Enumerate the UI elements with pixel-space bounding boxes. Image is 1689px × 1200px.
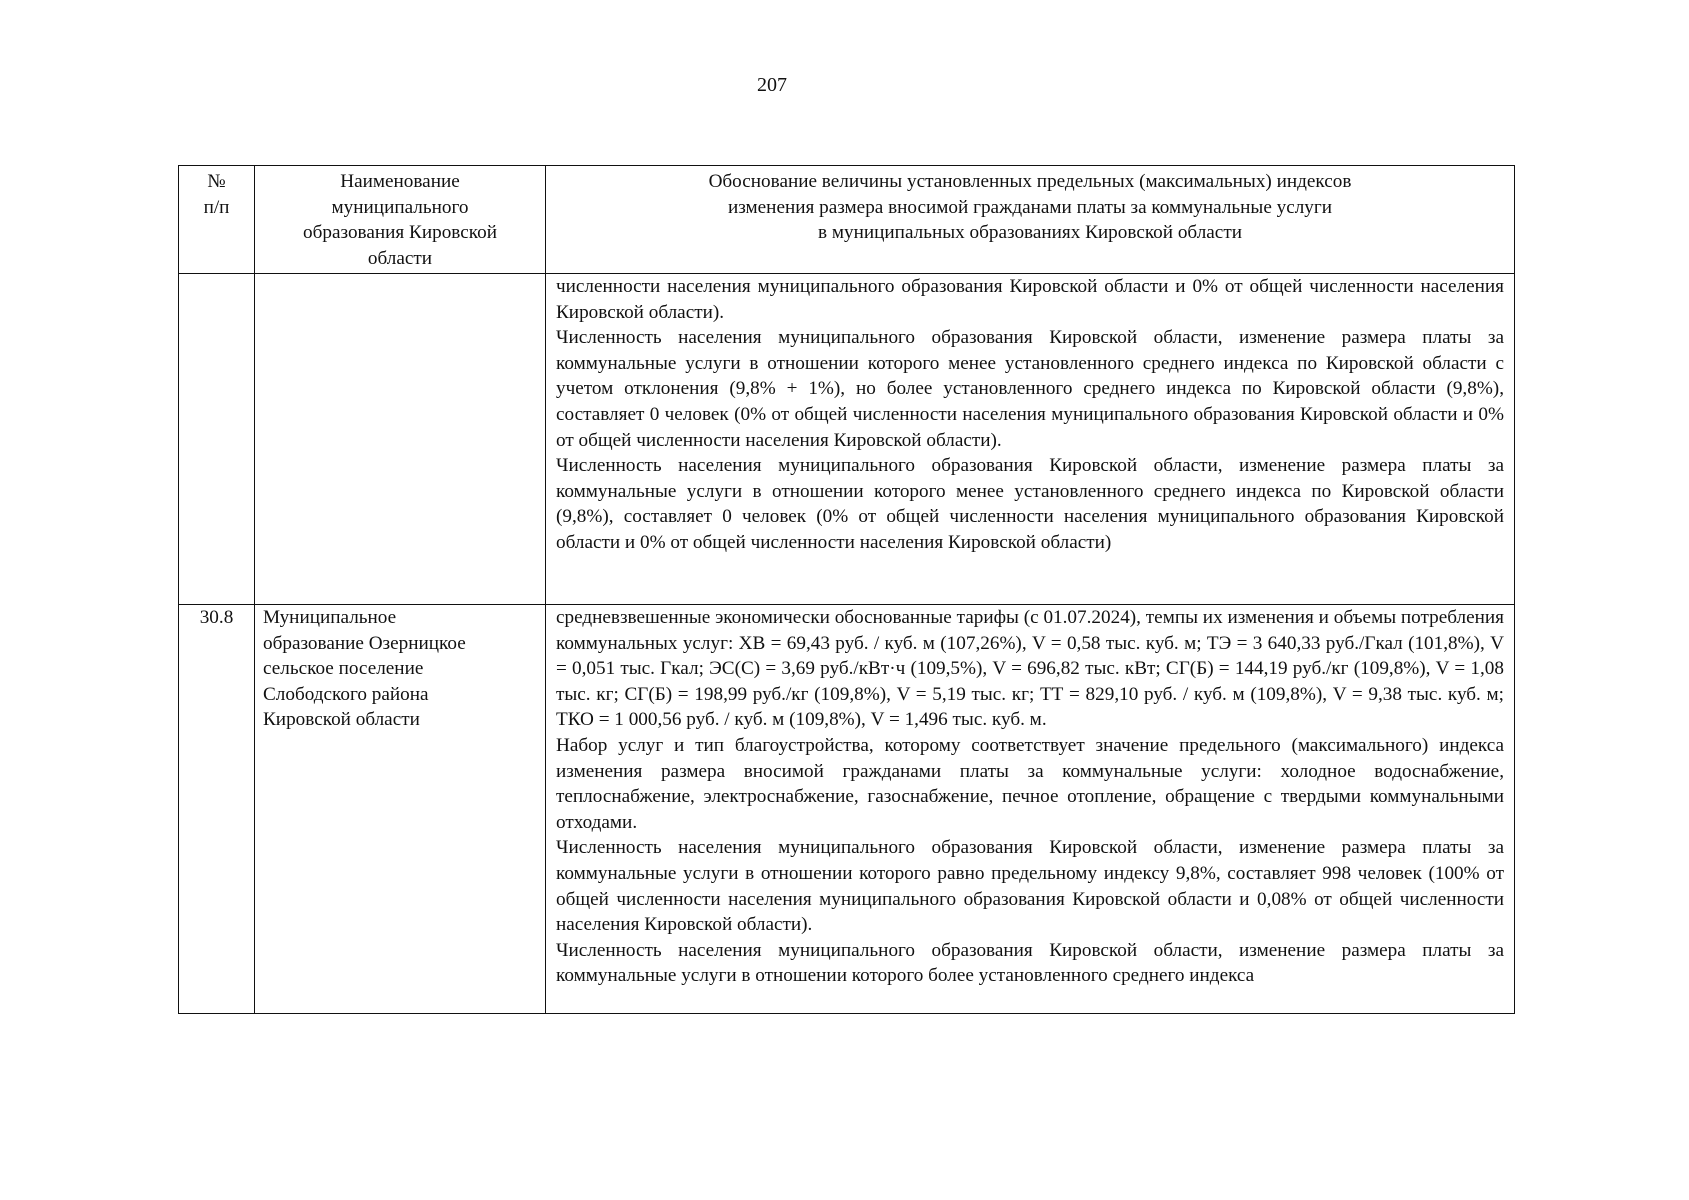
- page-number: 207: [757, 74, 787, 96]
- justification-paragraph: Численность населения муниципального образования Кировской области, изменение размера платы за коммунальные услуги в отношении которого менее установленного среднего индекса по Кировской области с учетом отклонения (9,8% + 1%), но более установленного среднего индекса по Кировской области (9,8%), составляет 0 человек (0% от общей численности населения муниципального образования Кировской области и 0% от общей численности населения Кировской области).: [556, 327, 1504, 451]
- table-header-row: [179, 166, 1515, 274]
- municipality-name-line: Муниципальное: [263, 607, 397, 628]
- justification-paragraph: средневзвешенные экономически обоснованные тарифы (с 01.07.2024), темпы их изменения и объемы потребления коммунальных услуг: ХВ = 69,43 руб. / куб. м (107,26%), V = 0,58 тыс. куб. м; ТЭ = 3 640,33 руб./Гкал (101,8%), V = 0,051 тыс. Гкал; ЭС(С) = 3,69 руб./кВт·ч (109,5%), V = 696,82 тыс. кВт; СГ(Б) = 144,19 руб./кг (109,8%), V = 1,08 тыс. кг; СГ(Б) = 198,99 руб./кг (109,8%), V = 5,19 тыс. кг; ТТ = 829,10 руб. / куб. м (109,8%), V = 9,38 тыс. куб. м; ТКО = 1 000,56 руб. / куб. м (109,8%), V = 1,496 тыс. куб. м.: [556, 607, 1504, 731]
- justification-paragraph: Численность населения муниципального образования Кировской области, изменение размера платы за коммунальные услуги в отношении которого менее установленного среднего индекса по Кировской области (9,8%), составляет 0 человек (0% от общей численности населения муниципального образования Кировской области и 0% от общей численности населения Кировской области): [556, 455, 1504, 553]
- header-name-line: области: [367, 247, 433, 269]
- justification-paragraph: Численность населения муниципального образования Кировской области, изменение размера платы за коммунальные услуги в отношении которого более установленного среднего индекса: [556, 939, 1504, 987]
- header-justification-line: Обоснование величины установленных предельных (максимальных) индексов: [708, 171, 1352, 192]
- municipality-name-line: сельское поселение: [263, 658, 424, 680]
- municipality-name-line: Кировской области: [263, 709, 420, 731]
- row-justification-cell: [546, 274, 1515, 605]
- municipality-name-line: образование Озерницкое: [263, 632, 466, 654]
- row-num-cell: [179, 274, 255, 605]
- header-num-line: п/п: [203, 196, 230, 218]
- row-justification-cell: [546, 605, 1515, 1014]
- header-num-line: №: [207, 171, 226, 192]
- row-name-cell: [255, 605, 546, 1014]
- table-row: [179, 605, 1515, 1014]
- header-justification-line: изменения размера вносимой гражданами платы за коммунальные услуги: [727, 196, 1333, 218]
- header-name-line: муниципального: [331, 196, 469, 218]
- header-name-line: Наименование: [340, 171, 460, 192]
- municipality-name-line: Слободского района: [263, 683, 429, 705]
- row-name-cell: [255, 274, 546, 605]
- row-num-cell: 30.8: [179, 605, 255, 1014]
- header-name-line: образования Кировской: [303, 222, 497, 244]
- header-name: [255, 166, 546, 274]
- tariff-index-table: [178, 165, 1515, 1014]
- table-row: [179, 274, 1515, 605]
- header-num: [179, 166, 255, 274]
- justification-paragraph: Численность населения муниципального образования Кировской области, изменение размера платы за коммунальные услуги в отношении которого равно предельному индексу 9,8%, составляет 998 человек (100% от общей численности населения муниципального образования Кировской области и 0,08% от общей численности населения Кировской области).: [556, 837, 1504, 936]
- header-justification: [546, 166, 1515, 274]
- justification-paragraph: численности населения муниципального образования Кировской области и 0% от общей численности населения Кировской области).: [556, 276, 1504, 323]
- justification-paragraph: Набор услуг и тип благоустройства, которому соответствует значение предельного (максимального) индекса изменения размера вносимой гражданами платы за коммунальные услуги: холодное водоснабжение, теплоснабжение, электроснабжение, газоснабжение, печное отопление, обращение с твердыми коммунальными отходами.: [556, 734, 1504, 833]
- header-justification-line: в муниципальных образованиях Кировской области: [818, 222, 1242, 244]
